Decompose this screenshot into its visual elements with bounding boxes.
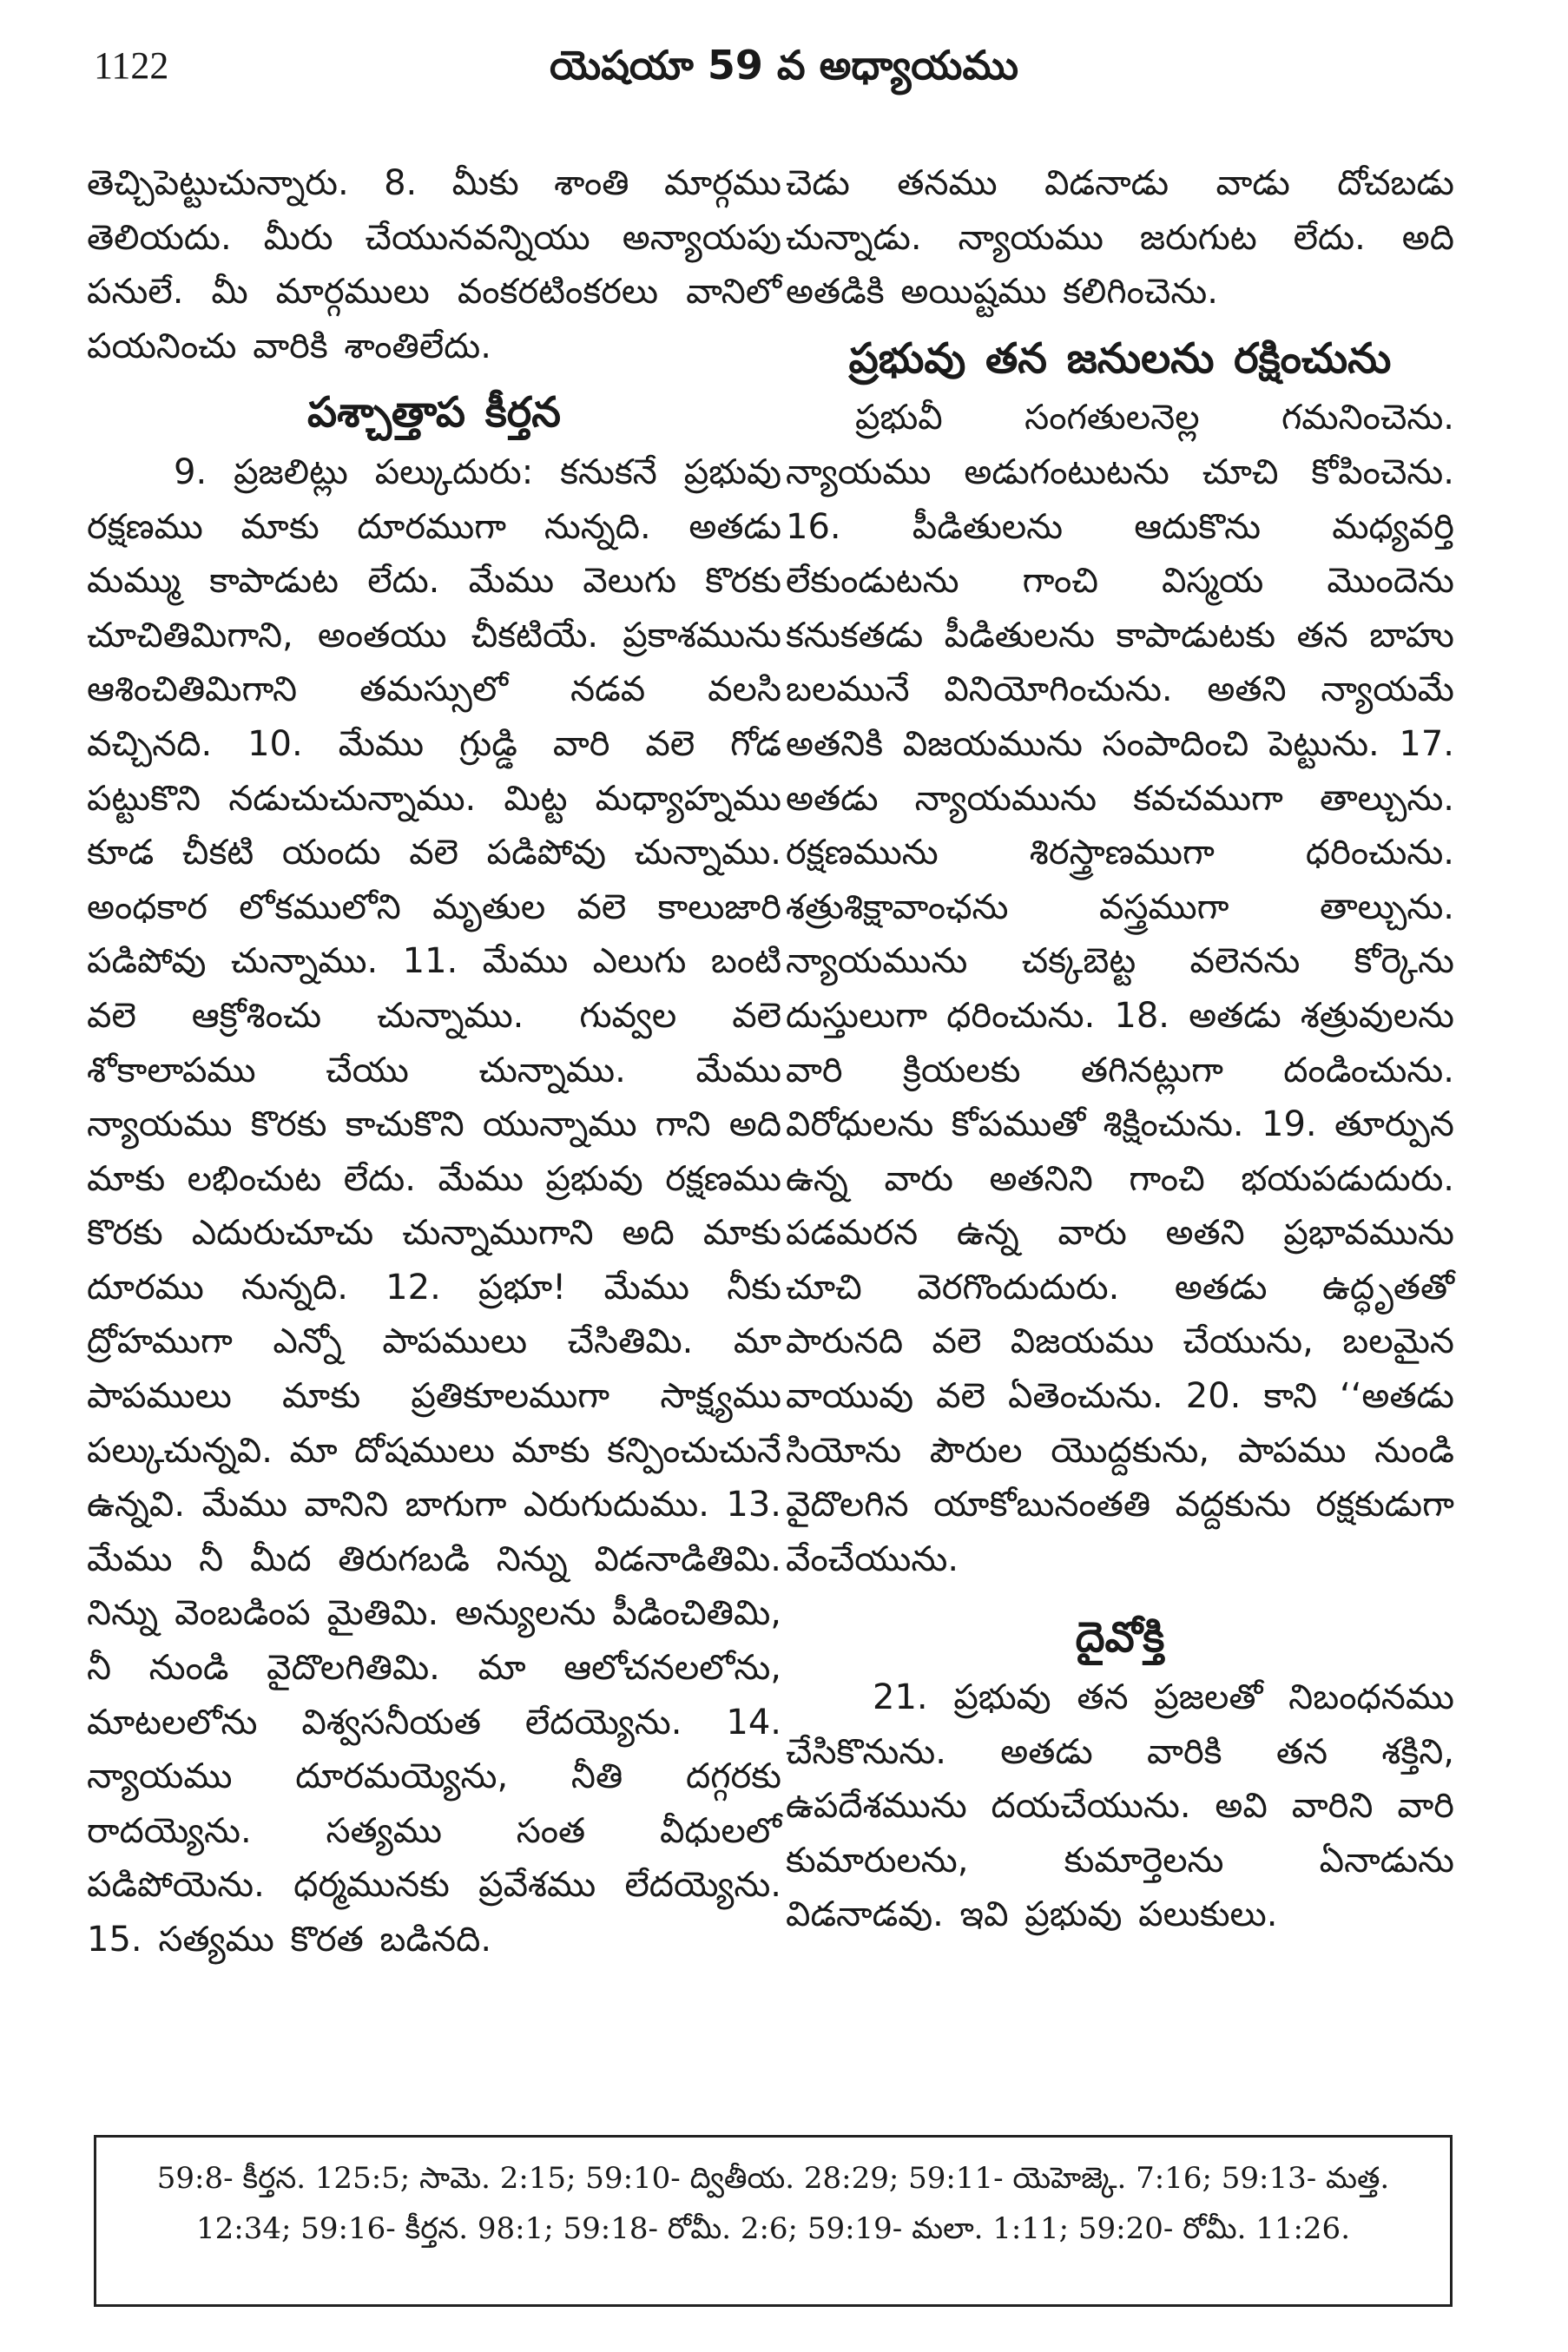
section-heading-lord-saves: ప్రభువు తన జనులను రక్షించును	[848, 333, 1392, 383]
left-paragraph-1: తెచ్చిపెట్టుచున్నారు. 8. మీకు శాంతి మార్గము తెలియదు. మీరు చేయునవన్నియు అన్యాయపు పనులే. మీ మార్గములు వంకరటింకరలు వానిలో పయనించు వారికి శాంతిలేదు.	[87, 163, 781, 366]
section-heading-repentance: పశ్చాత్తాప కీర్తన	[307, 388, 561, 438]
footnote-line-2: 12:34; 59:16- కీర్తన. 98:1; 59:18- రోమీ. 2:6; 59:19- మలా. 1:11; 59:20- రోమీ. 11:26.	[195, 2211, 1350, 2246]
cross-reference-footnotes	[94, 2135, 1453, 2307]
section-heading-oracle: దైవోక్తి	[1075, 1613, 1165, 1663]
right-paragraph-3: 21. ప్రభువు తన ప్రజలతో నిబంధనము చేసికొనును. అతడు వారికి తన శక్తిని, ఉపదేశమును దయచేయును. అవి వారిని వారి కుమారులను, కుమార్తెలను ఏనాడును విడనాడవు. ఇవి ప్రభువు పలుకులు.	[786, 1677, 1454, 1935]
left-paragraph-2: 9. ప్రజలిట్లు పల్కుదురు: కనుకనే ప్రభువు రక్షణము మాకు దూరముగా నున్నది. అతడు మమ్ము కాపాడుట లేదు. మేము వెలుగు కొరకు చూచితిమిగాని, అంతయు చీకటియే. ప్రకాశమును ఆశించితిమిగాని తమస్సులో నడవ వలసి వచ్చినది. 10. మేము గ్రుడ్డి వారి వలె గోడ పట్టుకొని నడుచుచున్నాము. మిట్ట మధ్యాహ్నము కూడ చీకటి యందు వలె పడిపోవు చున్నాము. అంధకార లోకములోని మృతుల వలె కాలుజారి పడిపోవు చున్నాము. 11. మేము ఎలుగు బంటి వలె ఆక్రోశించు చున్నాము. గువ్వల వలె శోకాలాపము చేయు చున్నాము. మేము న్యాయము కొరకు కాచుకొని యున్నాము గాని అది మాకు లభించుట లేదు. మేము ప్రభువు రక్షణము కొరకు ఎదురుచూచు చున్నాముగాని అది మాకు దూరము నున్నది. 12. ప్రభూ! మేము నీకు ద్రోహముగా ఎన్నో పాపములు చేసితిమి. మా పాపములు మాకు ప్రతికూలముగా సాక్ష్యము పల్కుచున్నవి. మా దోషములు మాకు కన్పించుచునే ఉన్నవి. మేము వానిని బాగుగా ఎరుగుదుము. 13. మేము నీ మీద తిరుగబడి నిన్ను విడనాడితిమి. నిన్ను వెంబడింప మైతిమి. అన్యులను పీడించితిమి, నీ నుండి వైదొలగితిమి. మా ఆలోచనలలోను, మాటలలోను విశ్వసనీయత లేదయ్యెను. 14. న్యాయము దూరమయ్యెను, నీతి దగ్గరకు రాదయ్యెను. సత్యము సంత వీధులలో పడిపోయెను. ధర్మమునకు ప్రవేశము లేదయ్యెను. 15. సత్యము కొరత బడినది.	[87, 451, 781, 1960]
right-paragraph-2: ప్రభువీ సంగతులనెల్ల గమనించెను. న్యాయము అడుగంటుటను చూచి కోపించెను. 16. పీడితులను ఆదుకొను మధ్యవర్తి లేకుండుటను గాంచి విస్మయ మొందెను కనుకతడు పీడితులను కాపాడుటకు తన బాహు బలమునే వినియోగించును. అతని న్యాయమే అతనికి విజయమును సంపాదించి పెట్టును. 17. అతడు న్యాయమును కవచముగా తాల్చును. రక్షణమును శిరస్త్రాణముగా ధరించును. శత్రుశిక్షావాంఛను వస్త్రముగా తాల్చును. న్యాయమును చక్కబెట్ట వలెనను కోర్కెను దుస్తులుగా ధరించును. 18. అతడు శత్రువులను వారి క్రియలకు తగినట్లుగా దండించును. విరోధులను కోపముతో శిక్షించును. 19. తూర్పున ఉన్న వారు అతనిని గాంచి భయపడుదురు. పడమరన ఉన్న వారు అతని ప్రభావమును చూచి వెరగొందుదురు. అతడు ఉద్ధృతతో పారునది వలె విజయము చేయును, బలమైన వాయువు వలె ఏతెంచును. 20. కాని ‘‘అతడు సియోను పౌరుల యొద్దకును, పాపము నుండి వైదొలగిన యాకోబునంతతి వద్దకును రక్షకుడుగా వేంచేయును.	[786, 398, 1454, 1579]
right-paragraph-1: చెడు తనము విడనాడు వాడు దోచబడు చున్నాడు. న్యాయము జరుగుట లేదు. అది అతడికి అయిష్టము కలిగించెను.	[786, 163, 1454, 313]
running-head-title: యెషయా 59 వ అధ్యాయము	[549, 42, 1019, 89]
footnote-line-1: 59:8- కీర్తన. 125:5; సామె. 2:15; 59:10- ద్వితీయ. 28:29; 59:11- యెహెజ్కె. 7:16; 59:13- మత్త.	[156, 2161, 1390, 2196]
page-number: 1122	[94, 44, 169, 87]
left-column	[87, 156, 781, 1967]
right-column	[786, 156, 1454, 1942]
